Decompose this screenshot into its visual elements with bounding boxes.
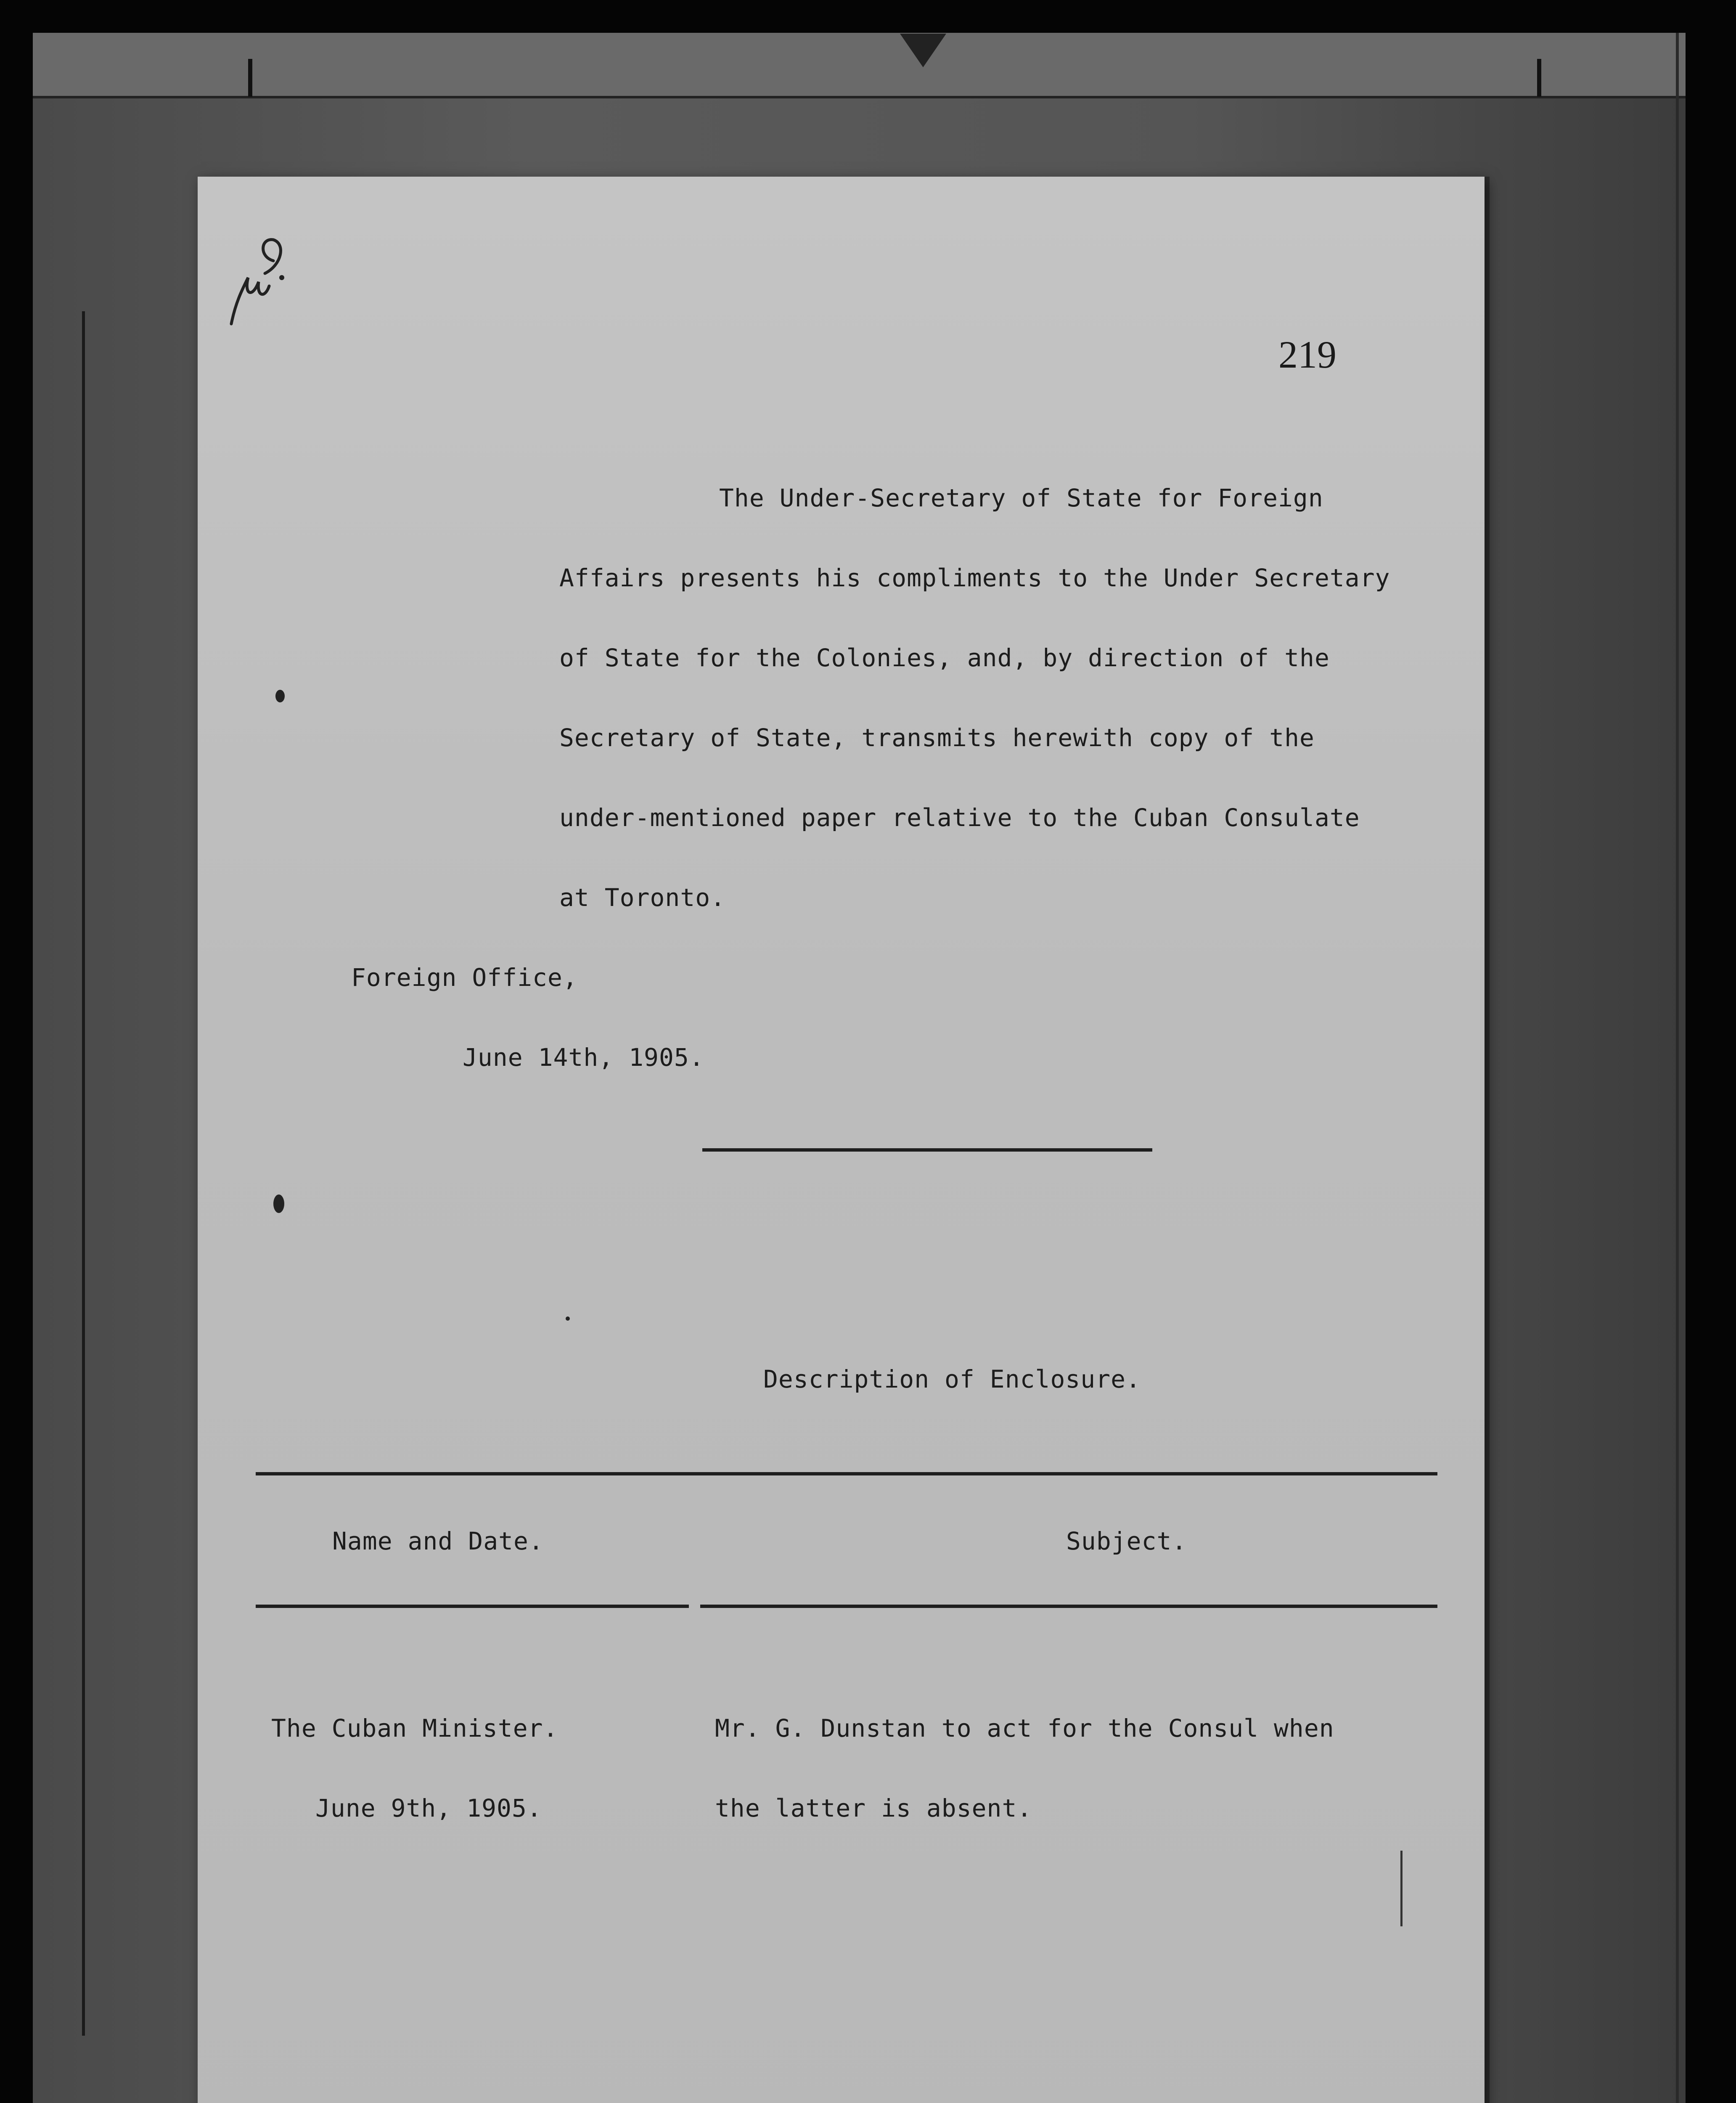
- backing-top-edge: [33, 33, 1686, 98]
- body-line-5: under-mentioned paper relative to the Cuban Consulate: [559, 803, 1360, 832]
- body-line-4: Secretary of State, transmits herewith copy of the: [559, 723, 1315, 752]
- paper-mark: [1400, 1851, 1403, 1926]
- sender-line: Foreign Office,: [351, 963, 578, 992]
- header-name-date: Name and Date.: [332, 1527, 544, 1555]
- table-header-rule-right: [700, 1605, 1437, 1608]
- frame-tick-left: [248, 59, 252, 97]
- table-header-rule-left: [256, 1605, 689, 1608]
- table-row-subject-line2: the latter is absent.: [715, 1794, 1032, 1822]
- table-row-subject-line1: Mr. G. Dunstan to act for the Consul when: [715, 1714, 1334, 1743]
- table-row-name-line1: The Cuban Minister.: [271, 1714, 558, 1743]
- paper-speck: [566, 1316, 570, 1321]
- table-row-name-line2: June 9th, 1905.: [315, 1794, 542, 1822]
- frame-line-right: [1676, 33, 1679, 2103]
- body-line-3: of State for the Colonies, and, by direction of the: [559, 644, 1330, 672]
- paper-speck: [275, 690, 285, 702]
- body-line-6: at Toronto.: [559, 883, 726, 912]
- table-top-rule: [256, 1472, 1437, 1475]
- enclosure-heading: Description of Enclosure.: [763, 1365, 1141, 1393]
- date-line: June 14th, 1905.: [463, 1043, 704, 1072]
- handwritten-mark: [219, 227, 294, 328]
- divider-rule: [702, 1148, 1152, 1152]
- frame-tick-right: [1537, 59, 1541, 97]
- frame-notch: [900, 34, 946, 67]
- header-subject: Subject.: [1066, 1527, 1187, 1555]
- page-number: 219: [1278, 333, 1336, 376]
- body-line-2: Affairs presents his compliments to the Under Secretary: [559, 564, 1390, 592]
- body-line-1: The Under-Secretary of State for Foreign: [719, 484, 1323, 512]
- paper-speck: [273, 1195, 284, 1213]
- frame-line-left: [82, 311, 85, 2036]
